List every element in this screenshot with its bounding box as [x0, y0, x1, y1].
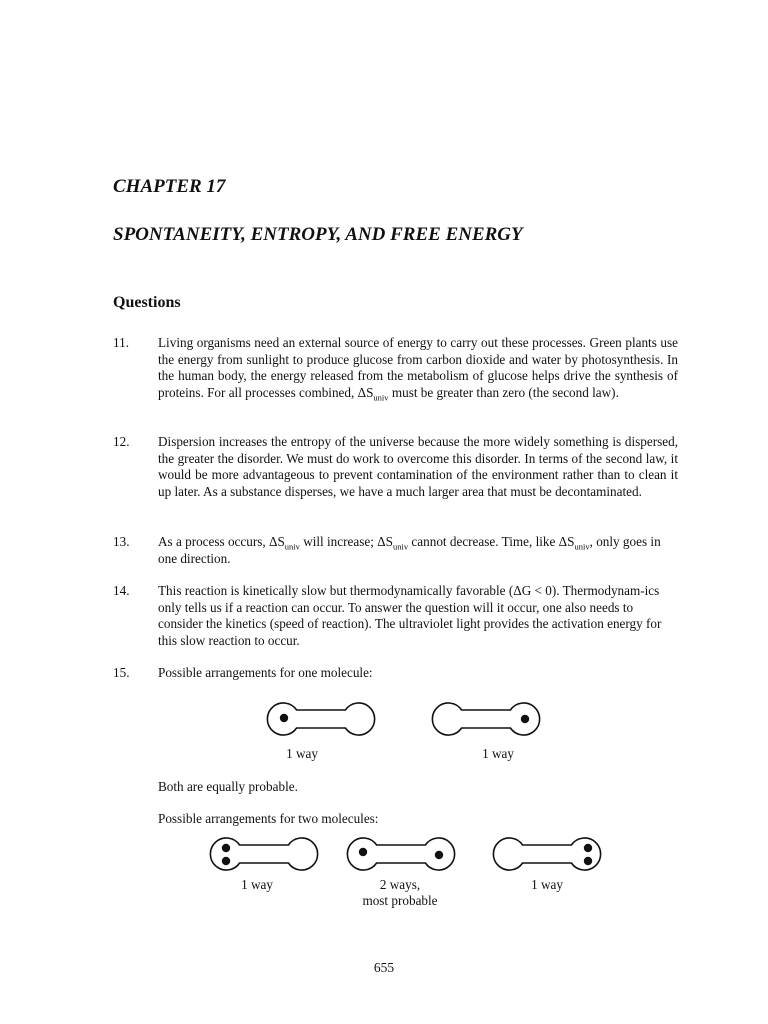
dumbbell-container: [210, 838, 317, 870]
equally-probable-text: Both are equally probable.: [158, 779, 298, 794]
question-number: 15.: [113, 665, 130, 680]
question-text: Dispersion increases the entropy of the universe because the more widely something is dispersed, the greater the disorder. We must do work to overcome this disorder. In terms of the second law, it would be more advantageous to prevent contamination of the environment rather than to clean it up later. As a substance disperses, we have a much larger area that must be decontaminated.: [158, 434, 678, 499]
molecule-dot: [521, 715, 529, 723]
caption-one-way: 1 way: [531, 877, 563, 892]
question-text: As a process occurs, $\Delta S_{univ}$ will increase; $\Delta S_{univ}$ cannot decrease. Time, like $\Delta S_{univ}$, only goes in one direction.: [158, 534, 661, 566]
caption-two-ways: 2 ways, most probable: [362, 877, 438, 908]
question-number: 12.: [113, 434, 130, 449]
molecule-dot: [584, 844, 592, 852]
two-molecules-intro: Possible arrangements for two molecules:: [158, 811, 379, 826]
question-text: Living organisms need an external source of energy to carry out these processes. Green plants use the energy from sunlight to produce glucose from carbon dioxide and water by photosynthesis. In the human body, the energy released from the metabolism of glucose helps drive the synthesis of proteins. For all processes combined, $\Delta S_{univ}$ must be greater than zero (the second law).: [158, 335, 678, 403]
caption-one-way: 1 way: [482, 746, 514, 761]
page-number: 655: [373, 960, 395, 975]
section-heading: Questions: [113, 294, 181, 311]
question-text: Possible arrangements for one molecule:: [158, 665, 373, 680]
caption-one-way: 1 way: [286, 746, 318, 761]
molecule-dot: [222, 844, 230, 852]
molecule-dot: [584, 857, 592, 865]
molecule-dot: [222, 857, 230, 865]
dumbbell-container: [493, 838, 600, 870]
question-number: 11.: [113, 335, 129, 350]
caption-one-way: 1 way: [241, 877, 273, 892]
molecule-dot: [359, 848, 367, 856]
question-number: 13.: [113, 534, 130, 549]
question-text: This reaction is kinetically slow but thermodynamically favorable (ΔG < 0). Thermodynam-ics only tells us if a reaction can occur. To answer the question will it occur, one also needs to consider the kinetics (speed of reaction). The ultraviolet light provides the activation energy for this slow reaction to occur.: [158, 583, 662, 648]
molecule-dot: [435, 851, 443, 859]
question-number: 14.: [113, 583, 130, 598]
chapter-title: SPONTANEITY, ENTROPY, AND FREE ENERGY: [113, 224, 523, 245]
chapter-heading: CHAPTER 17: [113, 176, 226, 197]
molecule-dot: [280, 714, 288, 722]
